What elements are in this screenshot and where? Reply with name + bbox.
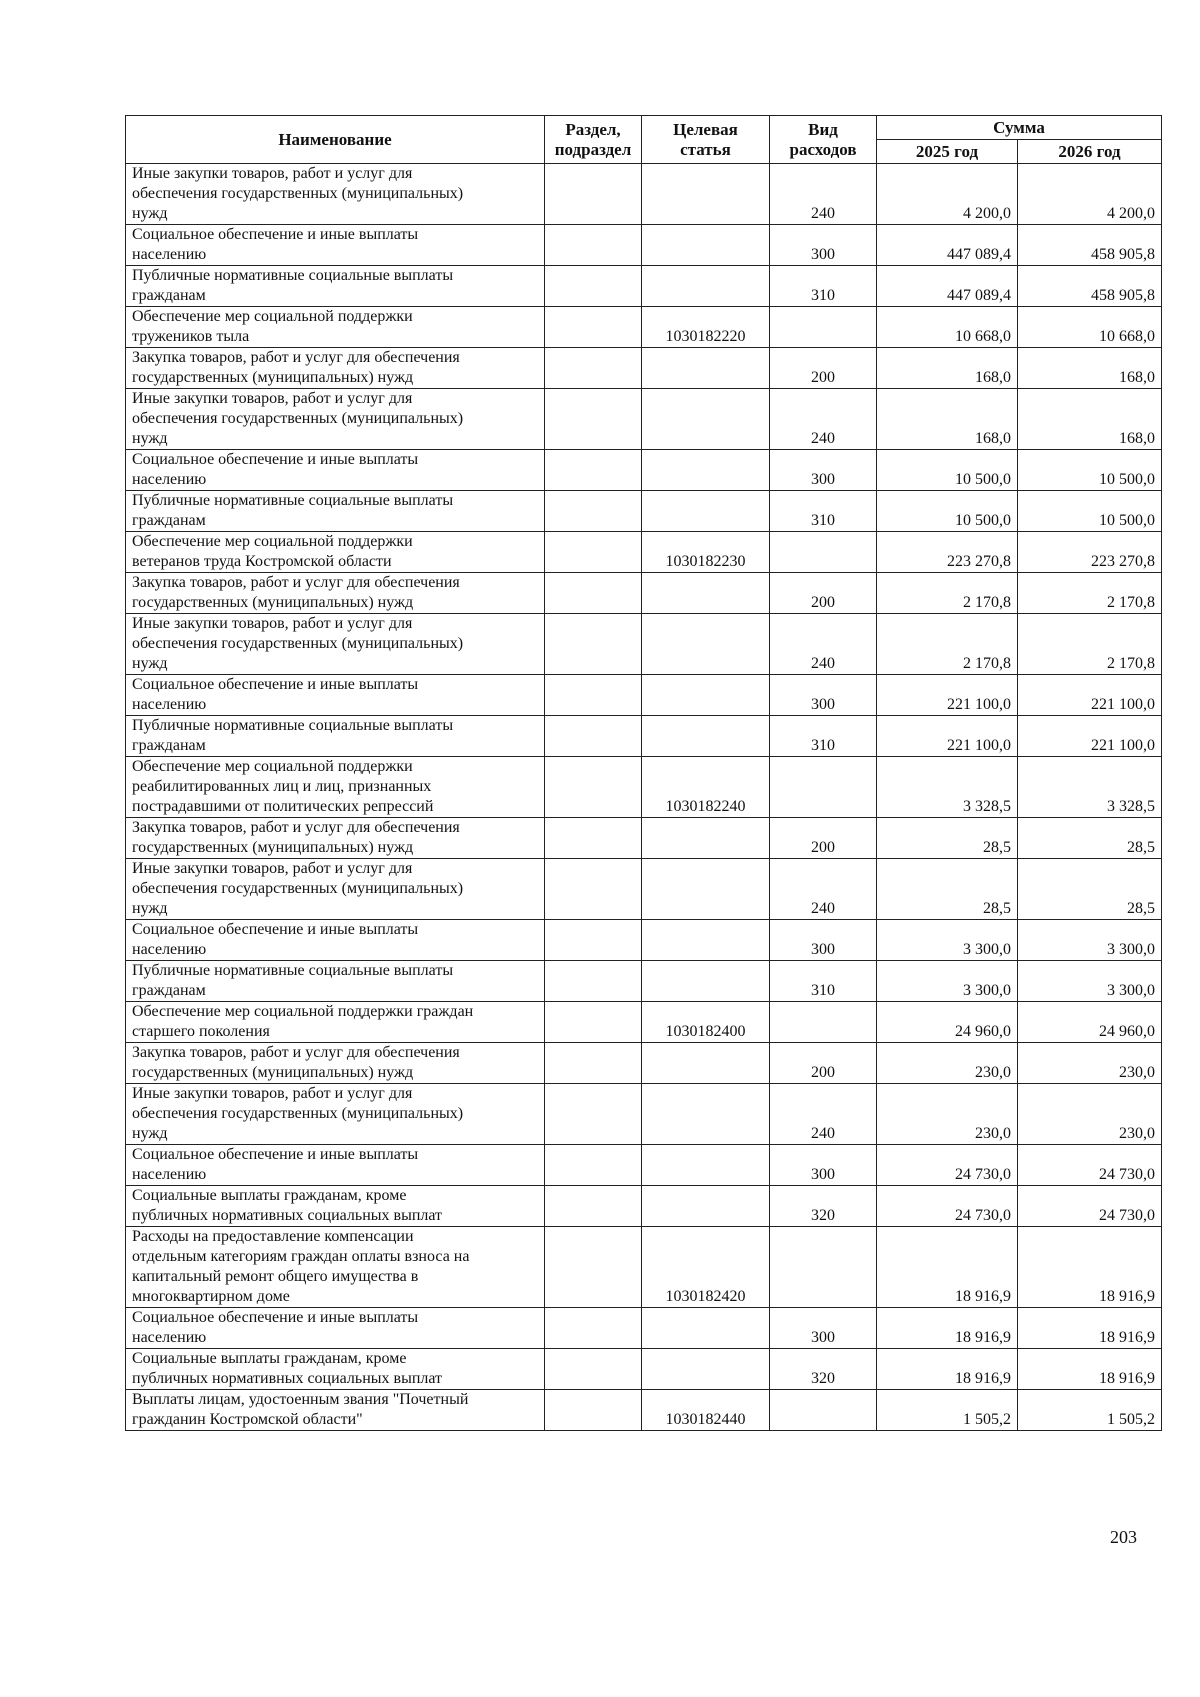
row-kind-cell: 240 [770, 614, 877, 675]
row-section-cell [545, 573, 642, 614]
table-row [126, 266, 1162, 307]
row-kind-cell [770, 1227, 877, 1308]
row-sum-2026-cell: 18 916,9 [1018, 1308, 1162, 1349]
header-name: Наименование [126, 116, 545, 164]
row-section-cell [545, 1186, 642, 1227]
row-name-cell: Обеспечение мер социальной поддержки граждан старшего поколения [126, 1002, 545, 1043]
row-name-cell: Закупка товаров, работ и услуг для обеспечения государственных (муниципальных) нужд [126, 818, 545, 859]
row-kind-cell: 300 [770, 225, 877, 266]
row-section-cell [545, 716, 642, 757]
row-sum-2026-cell: 230,0 [1018, 1084, 1162, 1145]
row-target-cell [642, 675, 770, 716]
table-row [126, 307, 1162, 348]
row-target-cell [642, 389, 770, 450]
table-row [126, 1390, 1162, 1431]
row-section-cell [545, 1390, 642, 1431]
row-section-cell [545, 1043, 642, 1084]
row-sum-2025-cell: 447 089,4 [877, 225, 1018, 266]
row-target-cell [642, 716, 770, 757]
row-sum-2026-cell: 3 300,0 [1018, 920, 1162, 961]
row-section-cell [545, 1349, 642, 1390]
row-target-cell [642, 1043, 770, 1084]
row-kind-cell: 300 [770, 1145, 877, 1186]
row-sum-2026-cell: 3 300,0 [1018, 961, 1162, 1002]
table-row [126, 675, 1162, 716]
row-kind-cell: 300 [770, 920, 877, 961]
row-section-cell [545, 348, 642, 389]
row-name-cell: Публичные нормативные социальные выплаты гражданам [126, 961, 545, 1002]
row-section-cell [545, 450, 642, 491]
row-sum-2026-cell: 24 960,0 [1018, 1002, 1162, 1043]
table-row [126, 961, 1162, 1002]
row-sum-2026-cell: 223 270,8 [1018, 532, 1162, 573]
row-sum-2025-cell: 168,0 [877, 389, 1018, 450]
row-sum-2025-cell: 24 960,0 [877, 1002, 1018, 1043]
row-kind-cell: 200 [770, 348, 877, 389]
row-target-cell: 1030182230 [642, 532, 770, 573]
row-target-cell [642, 450, 770, 491]
row-kind-cell: 310 [770, 961, 877, 1002]
row-target-cell [642, 961, 770, 1002]
row-sum-2025-cell: 10 500,0 [877, 491, 1018, 532]
header-section: Раздел, подраздел [545, 116, 642, 164]
row-kind-cell: 300 [770, 1308, 877, 1349]
table-row [126, 348, 1162, 389]
row-target-cell [642, 1084, 770, 1145]
row-sum-2025-cell: 230,0 [877, 1084, 1018, 1145]
row-kind-cell: 200 [770, 573, 877, 614]
row-name-cell: Публичные нормативные социальные выплаты гражданам [126, 716, 545, 757]
row-name-cell: Закупка товаров, работ и услуг для обеспечения государственных (муниципальных) нужд [126, 573, 545, 614]
table-row [126, 1145, 1162, 1186]
row-sum-2025-cell: 221 100,0 [877, 716, 1018, 757]
row-kind-cell [770, 307, 877, 348]
row-section-cell [545, 920, 642, 961]
row-sum-2025-cell: 18 916,9 [877, 1227, 1018, 1308]
row-kind-cell: 200 [770, 818, 877, 859]
table-row [126, 532, 1162, 573]
row-sum-2026-cell: 221 100,0 [1018, 716, 1162, 757]
row-name-cell: Социальные выплаты гражданам, кроме публичных нормативных социальных выплат [126, 1186, 545, 1227]
row-target-cell: 1030182420 [642, 1227, 770, 1308]
row-name-cell: Социальное обеспечение и иные выплаты населению [126, 1145, 545, 1186]
row-name-cell: Социальное обеспечение и иные выплаты населению [126, 450, 545, 491]
row-sum-2026-cell: 24 730,0 [1018, 1186, 1162, 1227]
table-row [126, 757, 1162, 818]
row-section-cell [545, 757, 642, 818]
row-name-cell: Иные закупки товаров, работ и услуг для обеспечения государственных (муниципальных) нужд [126, 859, 545, 920]
row-name-cell: Социальное обеспечение и иные выплаты населению [126, 675, 545, 716]
row-name-cell: Социальное обеспечение и иные выплаты населению [126, 1308, 545, 1349]
row-target-cell: 1030182440 [642, 1390, 770, 1431]
table-row [126, 225, 1162, 266]
row-target-cell [642, 920, 770, 961]
header-year-2026: 2026 год [1018, 140, 1162, 164]
table-row [126, 859, 1162, 920]
row-sum-2026-cell: 24 730,0 [1018, 1145, 1162, 1186]
table-row [126, 450, 1162, 491]
row-kind-cell: 240 [770, 164, 877, 225]
row-target-cell [642, 614, 770, 675]
row-sum-2026-cell: 458 905,8 [1018, 266, 1162, 307]
row-sum-2026-cell: 3 328,5 [1018, 757, 1162, 818]
row-target-cell [642, 164, 770, 225]
table-row [126, 491, 1162, 532]
row-sum-2025-cell: 3 300,0 [877, 961, 1018, 1002]
row-name-cell: Выплаты лицам, удостоенным звания "Почетный гражданин Костромской области" [126, 1390, 545, 1431]
row-target-cell [642, 1145, 770, 1186]
row-sum-2025-cell: 168,0 [877, 348, 1018, 389]
row-section-cell [545, 532, 642, 573]
row-kind-cell [770, 1002, 877, 1043]
table-row [126, 573, 1162, 614]
row-sum-2026-cell: 10 500,0 [1018, 450, 1162, 491]
row-kind-cell: 300 [770, 675, 877, 716]
header-kind: Вид расходов [770, 116, 877, 164]
row-sum-2025-cell: 24 730,0 [877, 1186, 1018, 1227]
table-row [126, 1084, 1162, 1145]
row-section-cell [545, 675, 642, 716]
row-section-cell [545, 614, 642, 675]
table-row [126, 1002, 1162, 1043]
row-kind-cell: 310 [770, 266, 877, 307]
row-sum-2025-cell: 10 500,0 [877, 450, 1018, 491]
row-section-cell [545, 491, 642, 532]
table-row [126, 920, 1162, 961]
row-sum-2025-cell: 1 505,2 [877, 1390, 1018, 1431]
row-sum-2026-cell: 18 916,9 [1018, 1227, 1162, 1308]
row-kind-cell: 240 [770, 389, 877, 450]
row-section-cell [545, 1308, 642, 1349]
row-target-cell: 1030182400 [642, 1002, 770, 1043]
row-sum-2026-cell: 230,0 [1018, 1043, 1162, 1084]
budget-table [125, 115, 1162, 1431]
row-sum-2026-cell: 221 100,0 [1018, 675, 1162, 716]
row-target-cell [642, 818, 770, 859]
row-name-cell: Социальные выплаты гражданам, кроме публичных нормативных социальных выплат [126, 1349, 545, 1390]
row-name-cell: Закупка товаров, работ и услуг для обеспечения государственных (муниципальных) нужд [126, 348, 545, 389]
row-kind-cell [770, 532, 877, 573]
row-target-cell [642, 266, 770, 307]
row-kind-cell: 300 [770, 450, 877, 491]
row-name-cell: Социальное обеспечение и иные выплаты населению [126, 920, 545, 961]
row-sum-2026-cell: 4 200,0 [1018, 164, 1162, 225]
row-kind-cell: 310 [770, 716, 877, 757]
row-name-cell: Публичные нормативные социальные выплаты гражданам [126, 491, 545, 532]
table-row [126, 1043, 1162, 1084]
row-section-cell [545, 307, 642, 348]
row-kind-cell: 320 [770, 1349, 877, 1390]
row-sum-2025-cell: 18 916,9 [877, 1349, 1018, 1390]
row-target-cell [642, 348, 770, 389]
row-name-cell: Закупка товаров, работ и услуг для обеспечения государственных (муниципальных) нужд [126, 1043, 545, 1084]
row-name-cell: Иные закупки товаров, работ и услуг для обеспечения государственных (муниципальных) нужд [126, 389, 545, 450]
row-sum-2025-cell: 447 089,4 [877, 266, 1018, 307]
row-name-cell: Иные закупки товаров, работ и услуг для обеспечения государственных (муниципальных) нужд [126, 614, 545, 675]
page-number: 203 [1110, 1527, 1137, 1547]
row-kind-cell: 320 [770, 1186, 877, 1227]
row-sum-2025-cell: 4 200,0 [877, 164, 1018, 225]
row-section-cell [545, 389, 642, 450]
table-row [126, 614, 1162, 675]
row-sum-2026-cell: 28,5 [1018, 859, 1162, 920]
row-sum-2026-cell: 10 500,0 [1018, 491, 1162, 532]
row-target-cell [642, 573, 770, 614]
row-section-cell [545, 225, 642, 266]
row-target-cell [642, 1186, 770, 1227]
row-target-cell [642, 1308, 770, 1349]
row-kind-cell [770, 757, 877, 818]
table-row [126, 1349, 1162, 1390]
row-name-cell: Обеспечение мер социальной поддержки реабилитированных лиц и лиц, признанных пострадавшими от политических репрессий [126, 757, 545, 818]
row-section-cell [545, 1145, 642, 1186]
row-sum-2025-cell: 10 668,0 [877, 307, 1018, 348]
row-sum-2025-cell: 2 170,8 [877, 614, 1018, 675]
header-sum: Сумма [877, 116, 1162, 140]
row-sum-2026-cell: 18 916,9 [1018, 1349, 1162, 1390]
row-name-cell: Иные закупки товаров, работ и услуг для обеспечения государственных (муниципальных) нужд [126, 1084, 545, 1145]
table-row [126, 1308, 1162, 1349]
row-sum-2025-cell: 28,5 [877, 818, 1018, 859]
table-row [126, 818, 1162, 859]
header-year-2025: 2025 год [877, 140, 1018, 164]
row-section-cell [545, 859, 642, 920]
row-section-cell [545, 266, 642, 307]
row-kind-cell: 310 [770, 491, 877, 532]
table-row [126, 164, 1162, 225]
row-kind-cell: 240 [770, 1084, 877, 1145]
row-kind-cell: 240 [770, 859, 877, 920]
row-sum-2026-cell: 168,0 [1018, 389, 1162, 450]
table-row [126, 716, 1162, 757]
table-body [126, 164, 1162, 1431]
row-name-cell: Иные закупки товаров, работ и услуг для обеспечения государственных (муниципальных) нужд [126, 164, 545, 225]
row-name-cell: Обеспечение мер социальной поддержки тружеников тыла [126, 307, 545, 348]
row-target-cell [642, 225, 770, 266]
row-target-cell [642, 491, 770, 532]
row-section-cell [545, 1002, 642, 1043]
row-sum-2026-cell: 2 170,8 [1018, 573, 1162, 614]
row-sum-2025-cell: 3 328,5 [877, 757, 1018, 818]
row-sum-2026-cell: 458 905,8 [1018, 225, 1162, 266]
row-name-cell: Обеспечение мер социальной поддержки ветеранов труда Костромской области [126, 532, 545, 573]
row-sum-2025-cell: 24 730,0 [877, 1145, 1018, 1186]
row-name-cell: Публичные нормативные социальные выплаты гражданам [126, 266, 545, 307]
table-row [126, 389, 1162, 450]
row-section-cell [545, 961, 642, 1002]
row-kind-cell [770, 1390, 877, 1431]
row-sum-2025-cell: 28,5 [877, 859, 1018, 920]
row-section-cell [545, 1084, 642, 1145]
row-sum-2025-cell: 230,0 [877, 1043, 1018, 1084]
row-name-cell: Социальное обеспечение и иные выплаты населению [126, 225, 545, 266]
row-sum-2026-cell: 1 505,2 [1018, 1390, 1162, 1431]
row-sum-2026-cell: 168,0 [1018, 348, 1162, 389]
row-sum-2025-cell: 3 300,0 [877, 920, 1018, 961]
table-row [126, 1227, 1162, 1308]
row-section-cell [545, 818, 642, 859]
row-target-cell: 1030182240 [642, 757, 770, 818]
row-target-cell [642, 859, 770, 920]
table-row [126, 1186, 1162, 1227]
row-sum-2026-cell: 2 170,8 [1018, 614, 1162, 675]
row-target-cell [642, 1349, 770, 1390]
header-target: Целевая статья [642, 116, 770, 164]
row-sum-2025-cell: 221 100,0 [877, 675, 1018, 716]
row-section-cell [545, 1227, 642, 1308]
row-sum-2026-cell: 28,5 [1018, 818, 1162, 859]
row-sum-2025-cell: 18 916,9 [877, 1308, 1018, 1349]
row-sum-2025-cell: 223 270,8 [877, 532, 1018, 573]
row-kind-cell: 200 [770, 1043, 877, 1084]
row-sum-2026-cell: 10 668,0 [1018, 307, 1162, 348]
row-name-cell: Расходы на предоставление компенсации отдельным категориям граждан оплаты взноса на капитальный ремонт общего имущества в многоквартирном доме [126, 1227, 545, 1308]
row-section-cell [545, 164, 642, 225]
row-target-cell: 1030182220 [642, 307, 770, 348]
row-sum-2025-cell: 2 170,8 [877, 573, 1018, 614]
